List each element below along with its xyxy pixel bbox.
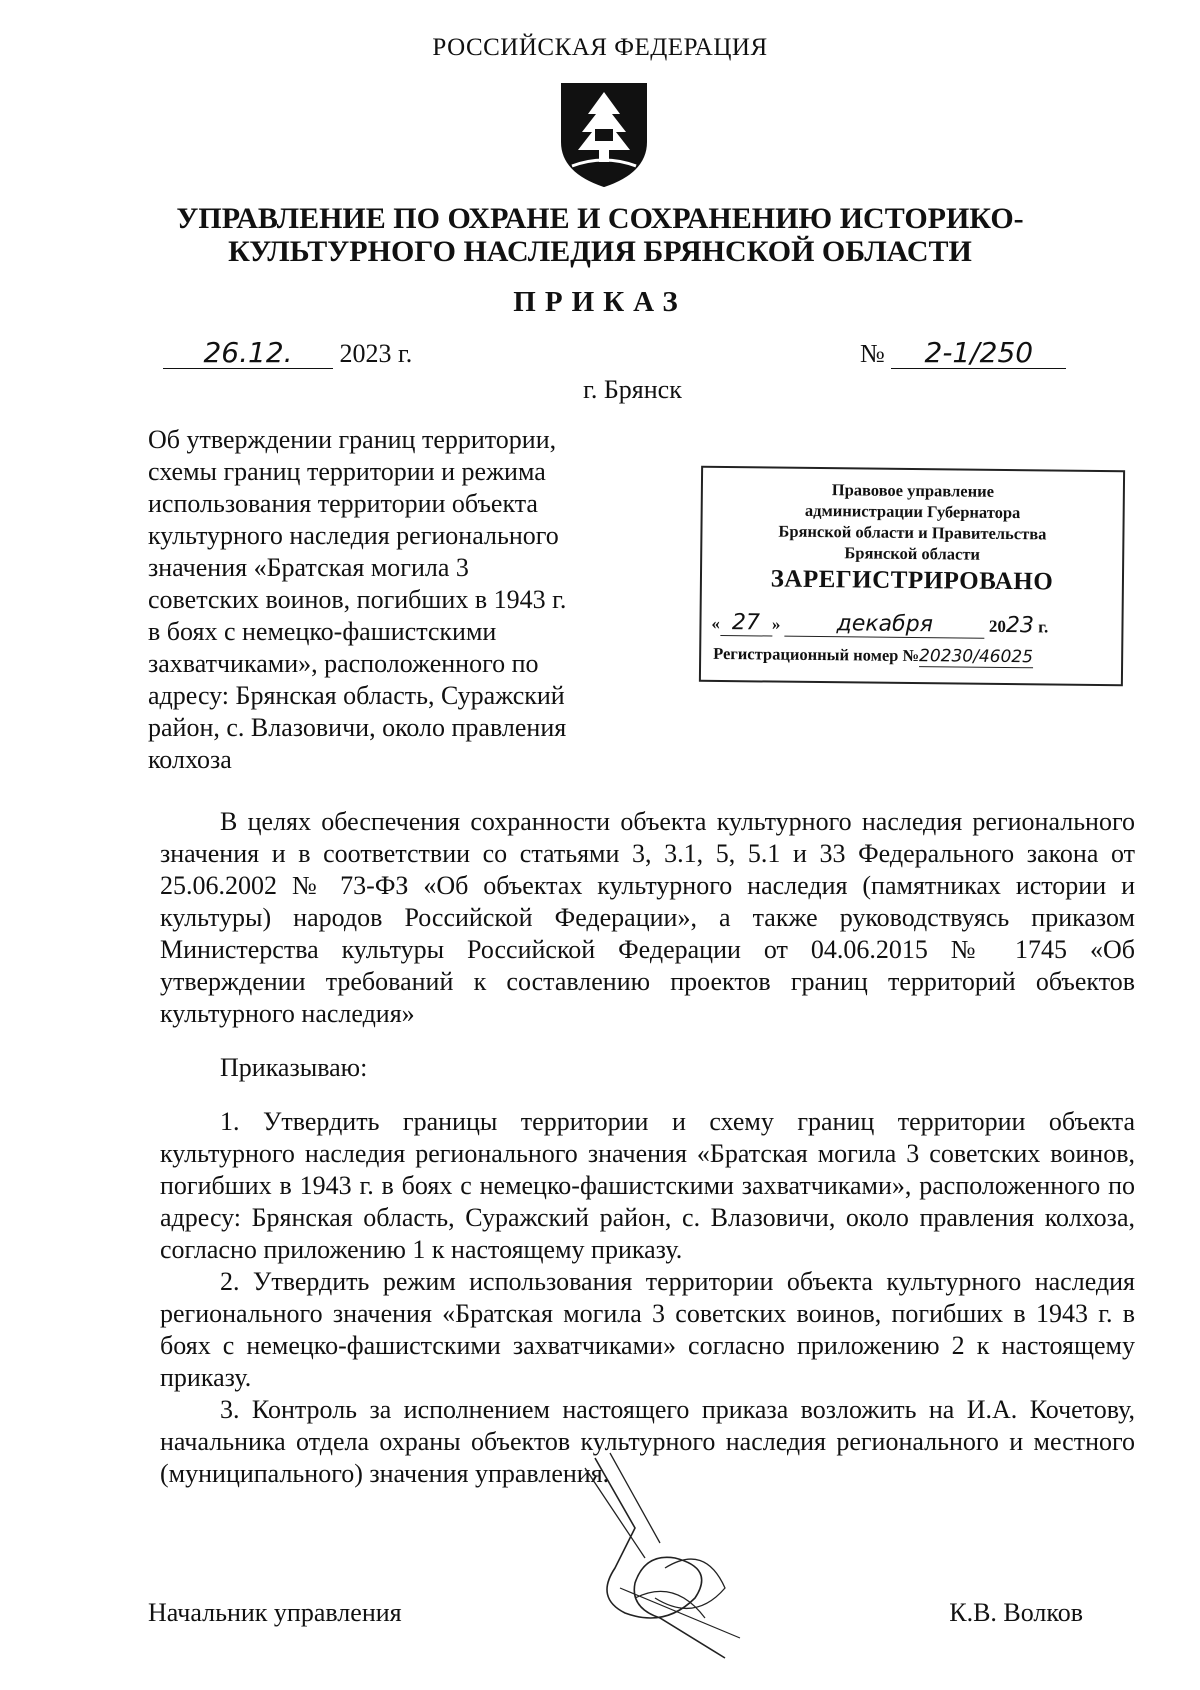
stamp-title: ЗАРЕГИСТРИРОВАНО xyxy=(770,565,1054,596)
stamp-org-line: Правовое управление xyxy=(831,480,995,501)
stamp-year: 23 xyxy=(1005,612,1035,639)
order-word: Приказываю: xyxy=(220,1053,368,1082)
signer-position: Начальник управления xyxy=(148,1598,402,1627)
stamp-org-line: Брянской области и Правительства xyxy=(778,521,1047,544)
stamp-year-suffix: г. xyxy=(1038,617,1049,637)
registration-stamp xyxy=(699,466,1125,686)
coat-of-arms-icon xyxy=(558,80,650,190)
document-city: г. Брянск xyxy=(583,375,682,404)
subject-line: использования территории объекта xyxy=(148,489,538,518)
stamp-date: « 27 » декабря 2023 г. xyxy=(711,610,1049,639)
stamp-org-line: Брянской области xyxy=(844,543,981,564)
date-handwritten: 26.12. xyxy=(163,338,333,369)
subject-line: Об утверждении границ территории, xyxy=(148,425,557,454)
authority-line-1: УПРАВЛЕНИЕ ПО ОХРАНЕ И СОХРАНЕНИЮ ИСТОРИКО- xyxy=(176,202,1024,235)
subject-line: в боях с немецко-фашистскими xyxy=(148,617,497,646)
subject-line: район, с. Влазовичи, около правления xyxy=(148,713,567,742)
document-body xyxy=(160,806,1135,1490)
stamp-org-line: администрации Губернатора xyxy=(804,500,1021,523)
subject-line: адресу: Брянская область, Суражский xyxy=(148,681,565,710)
country-heading: РОССИЙСКАЯ ФЕДЕРАЦИЯ xyxy=(432,34,768,61)
order-item: 3. Контроль за исполнением настоящего приказа возложить на И.А. Кочетову, начальника отдела охраны объектов культурного наследия регионального и местного (муниципального) значения управления. xyxy=(160,1395,1135,1488)
order-item: 1. Утвердить границы территории и схему границ территории объекта культурного наследия регионального значения «Братская могила 3 советских воинов, погибших в 1943 г. в боях с немецко-фашистскими захватчиками», расположенного по адресу: Брянская область, Суражский район, с. Влазовичи, около правления колхоза, согласно приложению 1 к настоящему приказу. xyxy=(160,1107,1135,1264)
document-type: ПРИКАЗ xyxy=(513,286,687,318)
stamp-year-prefix: 20 xyxy=(988,616,1007,636)
document-subject xyxy=(148,424,608,776)
subject-line: советских воинов, погибших в 1943 г. xyxy=(148,585,567,614)
preamble-paragraph: В целях обеспечения сохранности объекта культурного наследия регионального значения и в соответствии со статьями 3, 3.1, 5, 5.1 и 33 Федерального закона от 25.06.2002 № 73-ФЗ «Об объектах культурного наследия (памятниках истории и культуры) народов Российской Федерации», а также руководствуясь приказом Министерства культуры Российской Федерации от 04.06.2015 № 1745 «Об утверждении требований к составлению проектов границ территорий объектов культурного наследия» xyxy=(160,807,1135,1028)
order-item: 2. Утвердить режим использования территории объекта культурного наследия регионального значения «Братская могила 3 советских воинов, погибших в 1943 г. в боях с немецко-фашистскими захватчиками» согласно приложению 2 к настоящему приказу. xyxy=(160,1267,1135,1392)
stamp-organization xyxy=(702,478,1123,566)
signature-scribble xyxy=(575,1448,755,1668)
number-sign: № xyxy=(860,339,885,368)
subject-line: схемы границ территории и режима xyxy=(148,457,546,486)
authority-line-2: КУЛЬТУРНОГО НАСЛЕДИЯ БРЯНСКОЙ ОБЛАСТИ xyxy=(228,235,972,268)
document-date xyxy=(163,338,412,369)
subject-line: культурного наследия регионального xyxy=(148,521,559,550)
subject-line: колхоза xyxy=(148,745,232,774)
date-year: 2023 г. xyxy=(339,339,413,368)
subject-line: значения «Братская могила 3 xyxy=(148,553,469,582)
stamp-reg-label: Регистрационный номер № xyxy=(713,643,920,666)
document-number xyxy=(860,338,1066,369)
number-handwritten: 2-1/250 xyxy=(891,338,1066,369)
stamp-day: 27 xyxy=(720,610,772,637)
signer-name: К.В. Волков xyxy=(949,1598,1083,1627)
authority-name xyxy=(0,202,1200,268)
stamp-month: декабря xyxy=(785,611,985,639)
stamp-registration xyxy=(713,644,1113,668)
subject-line: захватчиками», расположенного по xyxy=(148,649,539,678)
stamp-reg-number: 20230/46025 xyxy=(918,646,1034,668)
